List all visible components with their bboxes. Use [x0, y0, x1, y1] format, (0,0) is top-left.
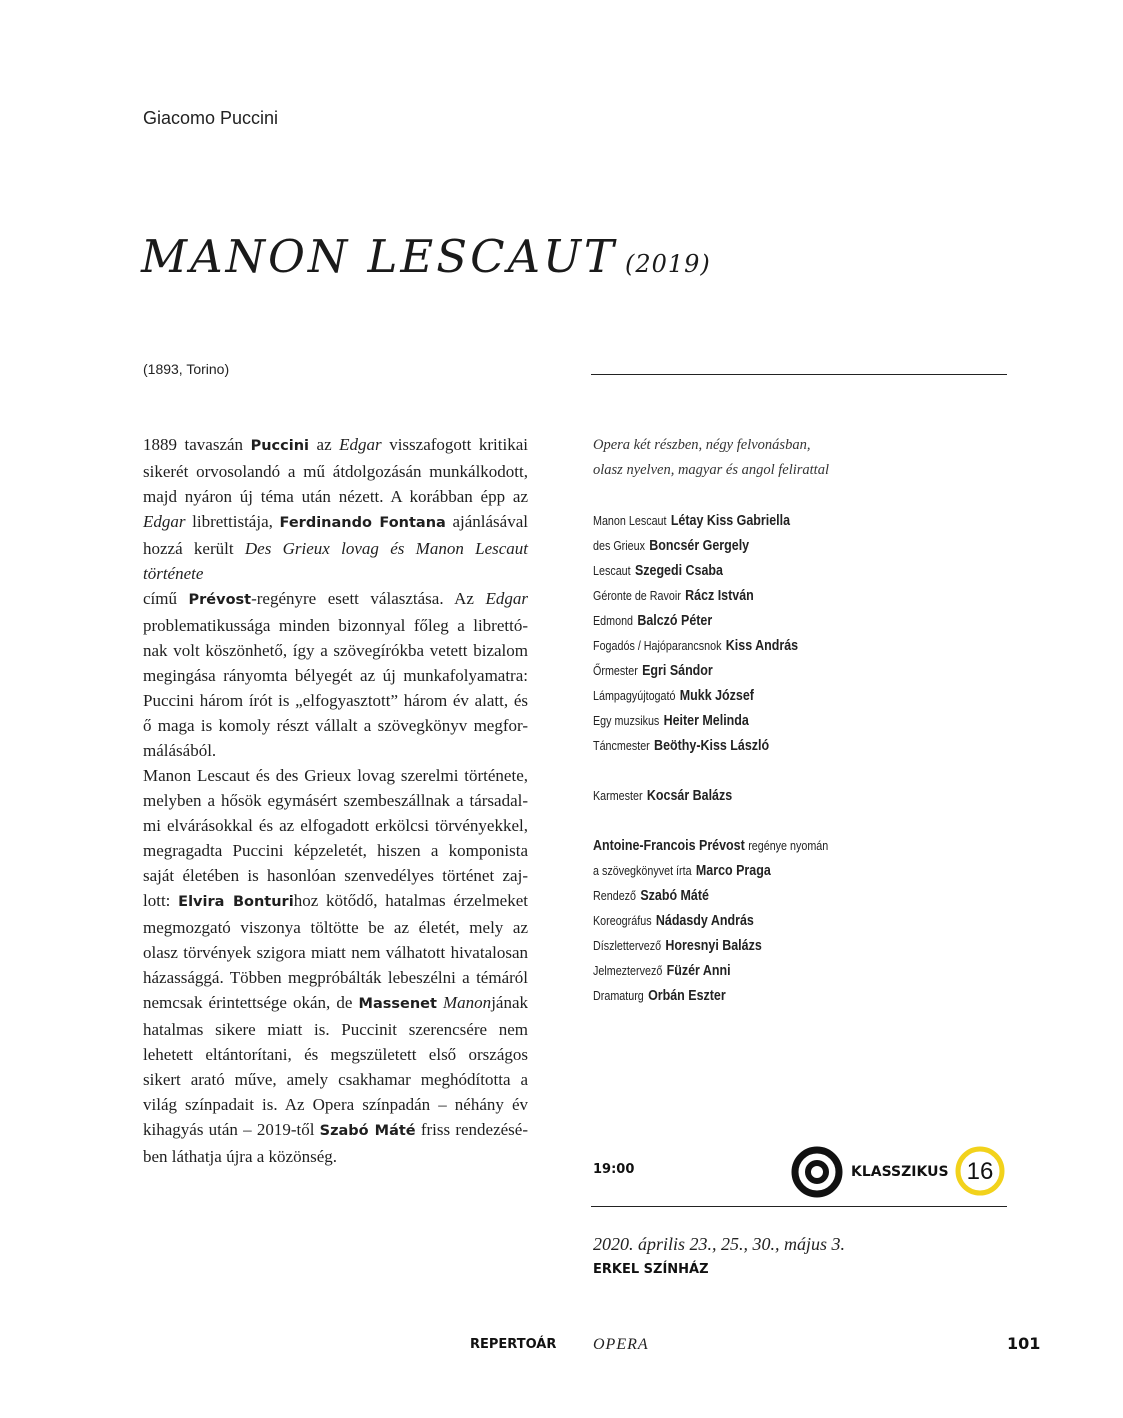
body-line: nak volt köszönhető, így a szövegírókba vetett bizalom: [143, 641, 528, 660]
cast-row: Őrmester Egri Sándor: [593, 663, 713, 679]
body-line: nemcsak érintettsége okán, de Massenet Manonjának: [143, 993, 529, 1012]
body-line: mi elvárásokkal és az elfogadott erkölcsi törvényekkel,: [143, 816, 528, 835]
body-line: világ színpadait is. Az Opera színpadán – néhány év: [143, 1095, 528, 1114]
subtitle-line: olasz nyelven, magyar és angol felirattal: [593, 462, 829, 478]
cast-row: Géronte de Ravoir Rácz István: [593, 588, 754, 604]
title-main: MANON LESCAUT: [141, 230, 617, 283]
divider-bottom: [591, 1206, 1007, 1207]
creative-row: Dramaturg Orbán Eszter: [593, 988, 726, 1004]
credits-list: [593, 509, 828, 1009]
cast-row: Edmond Balczó Péter: [593, 613, 713, 629]
target-icon: [791, 1146, 843, 1198]
body-line: hatalmas sikere miatt is. Puccinit szerencsére nem: [143, 1020, 528, 1039]
title-year: (2019): [624, 250, 711, 278]
page-number: 101: [1007, 1334, 1041, 1353]
body-line: megragadta Puccini képzeletét, hiszen a komponista: [143, 841, 528, 860]
performance-time: 19:00: [593, 1162, 635, 1177]
creative-row: Koreográfus Nádasdy András: [593, 913, 754, 929]
body-line: házassággá. Többen megpróbálták lebeszélni a témáról: [143, 968, 528, 987]
subtitle-line: Opera két részben, négy felvonásban,: [593, 437, 811, 453]
creative-row: Rendező Szabó Máté: [593, 888, 709, 904]
cast-row: Lámpagyújtogató Mukk József: [593, 688, 754, 704]
performance-dates: 2020. április 23., 25., 30., május 3.: [593, 1234, 846, 1254]
conductor-row: Karmester Kocsár Balázs: [593, 788, 733, 804]
body-line: hozzá került Des Grieux lovag és Manon Lescaut története: [143, 539, 528, 583]
age-rating-badge: [955, 1146, 1005, 1196]
cast-row: Manon Lescaut Létay Kiss Gabriella: [593, 513, 791, 529]
age-rating-text: 16: [966, 1158, 994, 1185]
body-line: olasz törvények szigora miatt nem válhatott hivatalosan: [143, 943, 528, 962]
body-line: Edgar librettistája, Ferdinando Fontana ajánlásával: [143, 512, 528, 531]
body-line: kihagyás után – 2019-től Szabó Máté friss rendezésé-: [143, 1120, 528, 1139]
divider-top: [591, 374, 1007, 375]
body-line: sikert arató műve, amely csakhamar meghódította a: [143, 1070, 528, 1089]
body-line: megingása rányomta bélyegét az új munkafolyamatra:: [143, 666, 528, 685]
body-line: című Prévost-regényre esett választása. Az Edgar: [143, 589, 528, 608]
cast-row: Egy muzsikus Heiter Melinda: [593, 713, 749, 729]
footer-category: OPERA: [593, 1336, 649, 1353]
body-line: Puccini három írót is „elfogyasztott” három év alatt, és: [143, 691, 528, 710]
page-title: [141, 230, 711, 283]
body-line: megmozgató viszonya töltötte be az életét, mely az: [143, 918, 528, 937]
source-row: Antoine-Francois Prévost regénye nyomán: [593, 838, 829, 854]
body-line: lott: Elvira Bonturihoz kötődő, hatalmas érzelmeket: [143, 891, 528, 910]
body-line: sikerét orvosolandó a mű átdolgozásán munkálkodott,: [143, 462, 528, 481]
cast-row: des Grieux Boncsér Gergely: [593, 538, 750, 554]
cast-row: Táncmester Beöthy-Kiss László: [593, 738, 770, 754]
cast-row: Lescaut Szegedi Csaba: [593, 563, 723, 579]
cast-row: Fogadós / Hajóparancsnok Kiss András: [593, 638, 799, 654]
series-label: KLASSZIKUS: [851, 1164, 949, 1180]
premiere-info: (1893, Torino): [143, 361, 230, 377]
spacer: [593, 809, 828, 834]
body-line: melyben a hősök egymásért szembeszállnak a társadal-: [143, 791, 528, 810]
body-line: málásából.: [143, 741, 217, 760]
creative-row: Jelmeztervező Füzér Anni: [593, 963, 731, 979]
spacer: [593, 759, 828, 784]
body-line: majd nyáron új téma után nézett. A korábban épp az: [143, 487, 528, 506]
article-body: [143, 432, 528, 1169]
composer-name: Giacomo Puccini: [143, 108, 279, 128]
body-line: saját életében is hasonlóan szenvedélyes történet zaj-: [143, 866, 528, 885]
body-line: ben láthatja újra a közönség.: [143, 1147, 338, 1166]
venue: ERKEL SZÍNHÁZ: [593, 1262, 709, 1277]
body-line: lehetett eltántorítani, és megszületett első országos: [143, 1045, 528, 1064]
body-line: ő maga is komoly részt vállalt a szövegkönyv megfor-: [143, 716, 528, 735]
body-line: 1889 tavaszán Puccini az Edgar visszafogott kritikai: [143, 435, 528, 454]
footer-section: REPERTOÁR: [470, 1337, 557, 1352]
production-subtitle: [593, 433, 829, 483]
body-line: Manon Lescaut és des Grieux lovag szerelmi története,: [143, 766, 528, 785]
libretto-row: a szövegkönyvet írta Marco Praga: [593, 863, 771, 879]
body-line: problematikussága minden bizonnyal főleg a librettó-: [143, 616, 528, 635]
creative-row: Díszlettervező Horesnyi Balázs: [593, 938, 762, 954]
